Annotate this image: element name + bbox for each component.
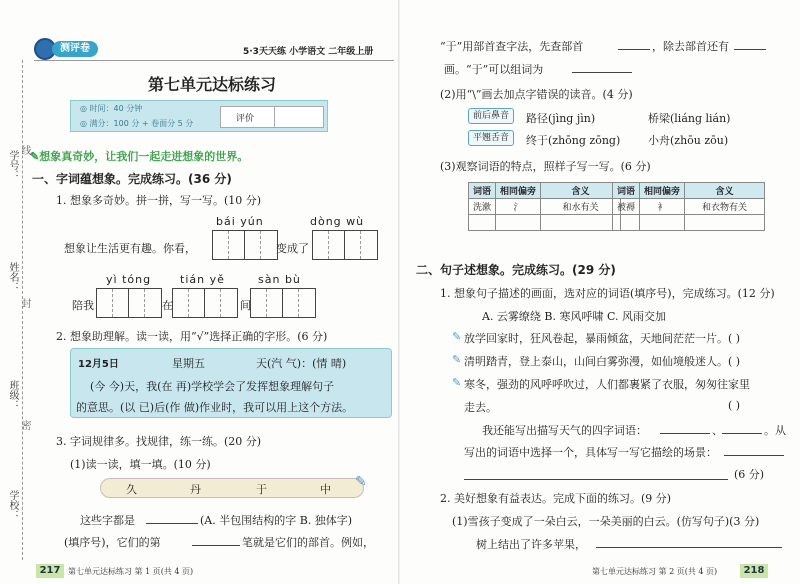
blank-idiom-1[interactable] <box>660 422 710 434</box>
word-table-right <box>612 182 765 231</box>
diary-weekday: 星期五 <box>172 357 205 370</box>
options-line: A. 云雾缭绕 B. 寒风呼啸 C. 风雨交加 <box>482 310 667 323</box>
binding-line <box>22 60 23 560</box>
pencil-icon: ✎ <box>355 474 367 490</box>
char-4: 中 <box>320 483 331 496</box>
tag-flat-retroflex: 平翘舌音 <box>468 130 514 146</box>
cell-meaning: 和水有关 <box>541 199 621 215</box>
s2-q2-sub: (1)雪孩子变成了一朵白云，一朵美丽的白云。(仿写句子)(3 分) <box>452 515 760 528</box>
cont-line-1b: ，除去部首还有 <box>652 40 729 53</box>
sentence-1: 放学回家时，狂风卷起，暴雨倾盆，天地间茫茫一片。( ) <box>464 332 741 345</box>
pencil-icon: ✎ <box>452 376 462 389</box>
pencil-icon: ✎ <box>452 353 462 366</box>
page-number-left: 217 <box>36 564 64 578</box>
s2-q2-label: 2. 美好想象有益表达。完成下面的练习。(9 分) <box>440 492 672 505</box>
cell-radical: 氵 <box>496 199 541 215</box>
cell-meaning: 和衣物有关 <box>685 199 765 215</box>
binding-mark-feng: 封 <box>19 298 30 308</box>
pinyin-baiyun: bái yún <box>216 215 264 228</box>
school-label: 学校： <box>7 490 18 520</box>
page-title: 第七单元达标练习 <box>148 75 277 94</box>
cell-word: 被褥 <box>613 199 640 215</box>
blank-scene-2[interactable] <box>464 468 728 480</box>
q3-blank-1[interactable] <box>146 512 198 524</box>
blank-word[interactable] <box>572 61 632 73</box>
s2-q2-line: 树上结出了许多苹果， <box>476 538 586 551</box>
cont-line-2a: 画。“于”可以组词为 <box>444 63 544 76</box>
student-id-label: 学号： <box>7 150 18 180</box>
blank-scene-1[interactable] <box>724 444 784 456</box>
cell-radical: 衤 <box>640 199 685 215</box>
pencil-icon: ✎ <box>452 330 462 343</box>
q1-line2-b: 在 <box>162 299 173 312</box>
cont-line-1a: “于”用部首查字法，先查部首 <box>440 40 584 53</box>
eval-divider <box>274 106 275 128</box>
q3-line1-b: (A. 半包围结构的字 B. 独体字) <box>200 514 353 527</box>
find-words-d: 写出的词语中选择一个，具体写一写它描绘的场景： <box>464 446 717 459</box>
q1-line2-c: 间 <box>240 299 251 312</box>
time-info: ◎ 时间：40 分钟 <box>80 104 143 113</box>
th-meaning: 含义 <box>541 183 621 199</box>
tag-front-back-nasal: 前后鼻音 <box>468 108 514 124</box>
footer-right: 第七单元达标练习 第 2 页(共 4 页) <box>592 567 718 576</box>
word-table-left <box>468 182 621 231</box>
blank-idiom-2[interactable] <box>722 422 762 434</box>
cell-empty[interactable] <box>685 215 765 231</box>
word-zhongyu: 终于(zhōng zōng) <box>526 134 621 147</box>
sentence-2: 清明踏青，登上泰山，山间白雾弥漫，如仙境般迷人。( ) <box>464 355 741 368</box>
score-info: ◎ 满分：100 分 + 卷面分 5 分 <box>80 119 194 128</box>
th-radical: 相同偏旁 <box>496 183 541 199</box>
cell-empty[interactable] <box>469 215 496 231</box>
footer-left: 第七单元达标练习 第 1 页(共 4 页) <box>68 567 194 576</box>
th-word: 词语 <box>613 183 640 199</box>
char-1: 久 <box>126 483 137 496</box>
eval-label: 评价 <box>236 114 255 124</box>
th-word: 词语 <box>469 183 496 199</box>
blank-imitate[interactable] <box>596 536 782 548</box>
intro-line: ✎想象真奇妙，让我们一起走进想象的世界。 <box>30 150 249 163</box>
write-box-baiyun[interactable] <box>212 230 278 260</box>
section1-heading: 一、字词蕴想象。完成练习。(36 分) <box>32 172 232 186</box>
cell-word: 洗漱 <box>469 199 496 215</box>
char-2: 丹 <box>190 483 201 496</box>
q2-label: 2. 想象助理解。读一读，用“√”选择正确的字形。(6 分) <box>56 330 328 343</box>
header-rule <box>34 60 394 61</box>
s2-q1-label: 1. 想象句子描述的画面，选对应的词语(填序号)，完成练习。(12 分) <box>440 287 775 300</box>
page-number-right: 218 <box>740 564 768 578</box>
pinyin-dongwu: dòng wù <box>310 215 365 228</box>
score-6: (6 分) <box>734 468 765 481</box>
write-box-sanbu[interactable] <box>250 288 316 318</box>
q3-sub1: (1)读一读，填一填。(10 分) <box>70 458 211 471</box>
diary-text-1: (今 今)天，我(在 再)学校学会了发挥想象理解句子 <box>90 380 335 393</box>
sentence-3a: 寒冬，强劲的风呼呼吹过，人们都裹紧了衣服，匆匆往家里 <box>464 378 750 391</box>
write-box-tianye[interactable] <box>172 288 238 318</box>
cell-empty[interactable] <box>640 215 685 231</box>
binding-mark-xian: 线 <box>19 145 30 155</box>
blank-radical[interactable] <box>618 38 650 50</box>
word-qiaoliang: 桥梁(liáng lián) <box>648 112 731 125</box>
q3-label: 3. 字词规律多。找规律，练一练。(20 分) <box>56 435 262 448</box>
diary-date: 12月5日 <box>78 359 119 370</box>
cell-empty[interactable] <box>541 215 621 231</box>
pinyin-yitong: yì tóng <box>106 273 152 286</box>
q3-line2-a: (填序号)，它们的第 <box>64 536 161 549</box>
find-words-c: 。从 <box>764 424 786 437</box>
write-box-dongwu[interactable] <box>312 230 378 260</box>
th-meaning: 含义 <box>685 183 765 199</box>
q1-line1-a: 想象让生活更有趣。你看， <box>64 242 196 255</box>
diary-text-2: 的意思。(以 已)后(作 做)作业时，我可以用上这个方法。 <box>76 401 354 414</box>
find-words-b: 、 <box>712 424 723 437</box>
sentence-3c: ( ) <box>728 399 741 412</box>
blank-strokes[interactable] <box>734 38 766 50</box>
write-box-yitong[interactable] <box>96 288 162 318</box>
pinyin-tianye: tián yě <box>180 273 225 286</box>
series-header: 5·3天天练 小学语文 二年级上册 <box>243 47 374 57</box>
char-3: 于 <box>256 483 267 496</box>
find-words-a: 我还能写出描写天气的四字词语： <box>482 424 647 437</box>
cell-empty[interactable] <box>496 215 541 231</box>
right-page <box>400 0 800 584</box>
cell-empty[interactable] <box>613 215 640 231</box>
binding-mark-mi: 密 <box>19 420 30 430</box>
name-label: 姓名： <box>7 262 18 292</box>
q1-line1-b: 变成了 <box>276 242 309 255</box>
q3-blank-2[interactable] <box>192 534 240 546</box>
r-q2-label: (2)用“\”画去加点字错误的读音。(4 分) <box>440 88 633 101</box>
word-xiaozhou: 小舟(zhōu zōu) <box>648 134 729 147</box>
q1-line2-a: 陪我 <box>72 299 94 312</box>
q1-label: 1. 想象多奇妙。拼一拼，写一写。(10 分) <box>56 194 262 207</box>
test-badge: 测评卷 <box>52 41 98 57</box>
class-label: 班级： <box>7 380 18 410</box>
q3-line2-b: 笔就是它们的部首。例如， <box>242 536 374 549</box>
diary-weather: 天(汽 气)：(情 晴) <box>256 357 347 370</box>
word-lujing: 路径(jìng jìn) <box>526 112 596 125</box>
q3-line1: 这些字都是 <box>80 514 135 527</box>
sentence-3b: 走去。 <box>464 401 497 414</box>
pinyin-sanbu: sàn bù <box>258 273 301 286</box>
r-q3-label: (3)观察词语的特点，照样子写一写。(6 分) <box>440 160 651 173</box>
section2-heading: 二、句子述想象。完成练习。(29 分) <box>416 263 616 277</box>
th-radical: 相同偏旁 <box>640 183 685 199</box>
